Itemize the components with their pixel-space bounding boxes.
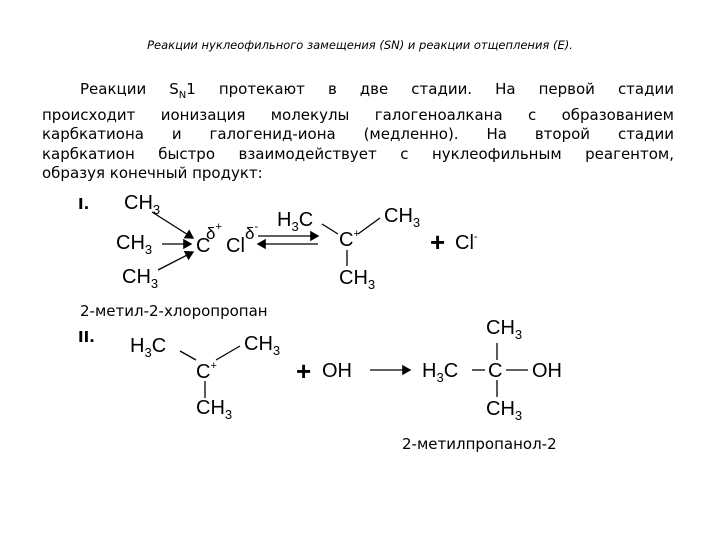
step1-chlorine: Cl (226, 235, 245, 257)
step2-product-ch3-bottom: $CH_3$ (486, 398, 523, 423)
step2-ch3-bottom: $CH_3$ (196, 397, 233, 422)
step1-compound-name: 2-метил-2-хлоропропан (80, 302, 268, 320)
step1-chloride-ion: Cl- (455, 231, 478, 254)
step1-carbocation: C+ (339, 228, 360, 251)
step1-ch3-left: $CH_3$ (116, 232, 153, 257)
step1-central-c: C (196, 235, 211, 257)
bond-product-right (358, 218, 380, 234)
step1-product-ch3-top: $CH_3$ (384, 205, 421, 230)
paragraph-line-5: образуя конечный продукт: (42, 164, 263, 182)
step2-hydroxide: OH (322, 360, 352, 382)
paragraph-line-4: карбкатион быстро взаимодействует с нуклеофильным реагентом, (42, 144, 674, 163)
step2-product-oh: OH (532, 360, 562, 382)
bond-ii-left (180, 351, 196, 360)
step2-product-ch3-top: $CH_3$ (486, 317, 523, 342)
paragraph-line-1-end: 1 протекают в две стадии. На первой стадии (186, 80, 674, 98)
step1-roman: I. (78, 195, 90, 213)
step1-ch3-top: $CH_3$ (124, 192, 161, 217)
step2-product-h3c: $H_3C$ (422, 360, 459, 385)
step1-ch3-bottom: $CH_3$ (122, 266, 159, 291)
paragraph-line-1-sub: N (178, 90, 187, 101)
step2-h3c: $H_3C$ (130, 335, 167, 360)
slide-title: Реакции нуклеофильного замещения (SN) и реакции отщепления (E). (147, 38, 573, 52)
step2-plus-sign: + (296, 356, 312, 386)
step1-delta-minus: δ- (245, 221, 259, 243)
step1-plus-sign: + (430, 227, 446, 257)
step2-product-c: C (488, 360, 503, 382)
bond-bottom-to-c (158, 252, 193, 270)
paragraph-line-3: карбкатиона и галогенид-иона (медленно). На второй стадии (42, 125, 674, 143)
bond-ii-right (216, 346, 240, 360)
step1-product-h3c: $H_3C$ (277, 209, 314, 234)
step2-compound-name: 2-метилпропанол-2 (402, 435, 557, 453)
step1-delta-plus: δ+ (206, 221, 222, 243)
step2-roman: II. (78, 328, 95, 346)
bond-product-left (322, 224, 338, 234)
step1-product-ch3-bottom: $CH_3$ (339, 267, 376, 292)
paragraph-line-2: происходит ионизация молекулы галогеноалкана с образованием (42, 105, 674, 124)
step2-ch3-right: $CH_3$ (244, 333, 281, 358)
step2-carbocation: C+ (196, 360, 217, 383)
paragraph-line-1-start: Реакции S (80, 80, 179, 98)
